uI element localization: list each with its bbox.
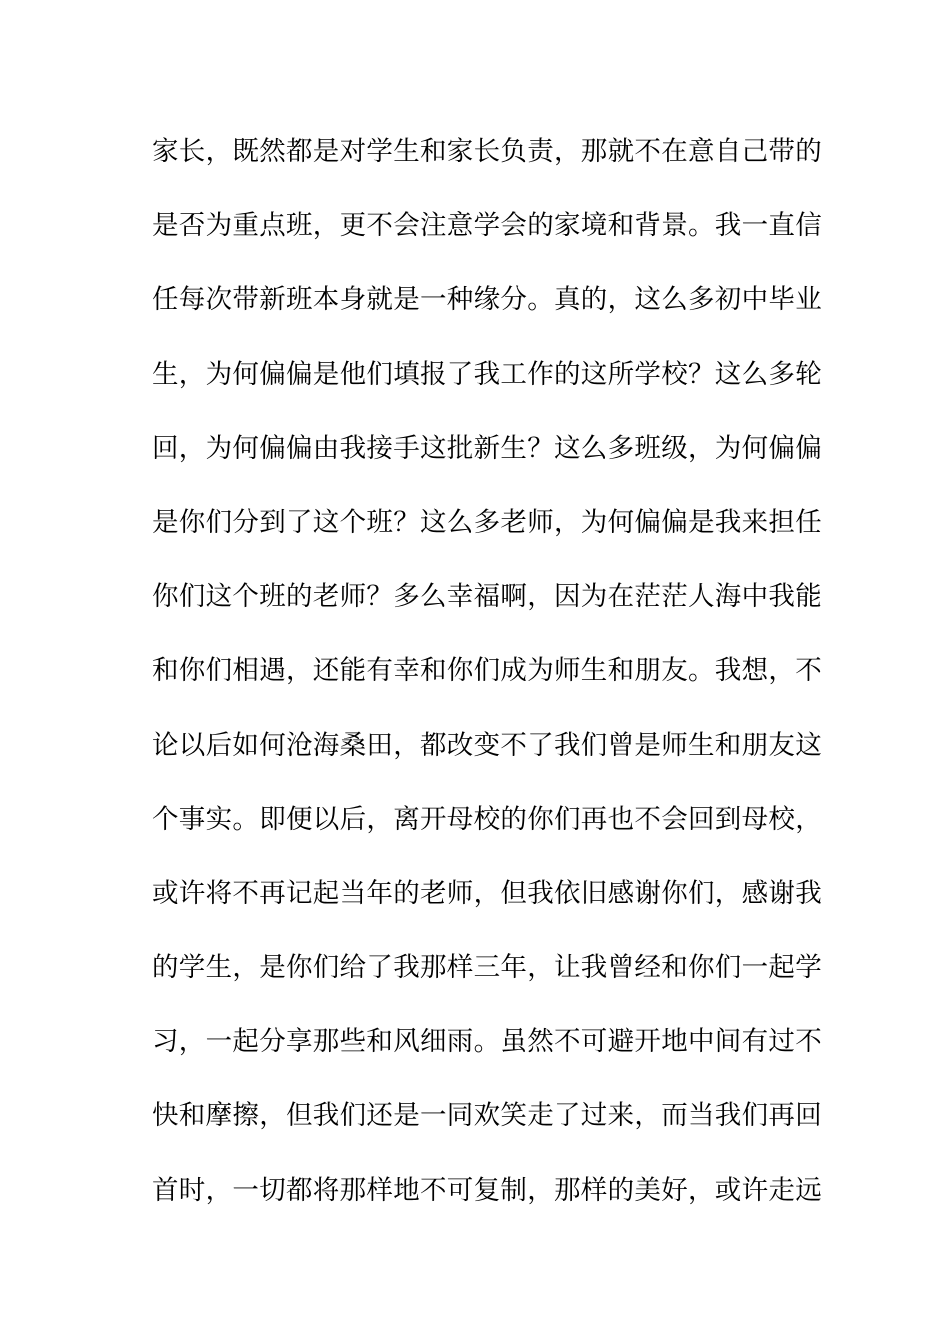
- body-text: [152, 128, 822, 1241]
- text-line-8: 和你们相遇，还能有幸和你们成为师生和朋友。我想，不: [152, 655, 822, 687]
- text-line-13: 习，一起分享那些和风细雨。虽然不可避开地中间有过不: [152, 1026, 822, 1058]
- text-line-9: 论以后如何沧海桑田，都改变不了我们曾是师生和朋友这: [152, 729, 822, 761]
- text-line-12: 的学生，是你们给了我那样三年，让我曾经和你们一起学: [152, 952, 822, 984]
- text-line-6: 是你们分到了这个班？这么多老师，为何偏偏是我来担任: [152, 506, 822, 538]
- text-line-2: 是否为重点班，更不会注意学会的家境和背景。我一直信: [152, 210, 822, 242]
- text-line-15: 首时，一切都将那样地不可复制，那样的美好，或许走远: [152, 1174, 822, 1206]
- text-line-7: 你们这个班的老师？多么幸福啊，因为在茫茫人海中我能: [152, 581, 822, 613]
- text-line-11: 或许将不再记起当年的老师，但我依旧感谢你们，感谢我: [152, 877, 822, 909]
- text-line-10: 个事实。即便以后，离开母校的你们再也不会回到母校，: [152, 803, 822, 835]
- text-line-14: 快和摩擦，但我们还是一同欢笑走了过来，而当我们再回: [152, 1100, 822, 1132]
- text-line-4: 生，为何偏偏是他们填报了我工作的这所学校？这么多轮: [152, 358, 822, 390]
- text-line-5: 回，为何偏偏由我接手这批新生？这么多班级，为何偏偏: [152, 432, 822, 464]
- text-line-3: 任每次带新班本身就是一种缘分。真的，这么多初中毕业: [152, 284, 822, 316]
- text-line-1: 家长，既然都是对学生和家长负责，那就不在意自己带的: [152, 136, 822, 167]
